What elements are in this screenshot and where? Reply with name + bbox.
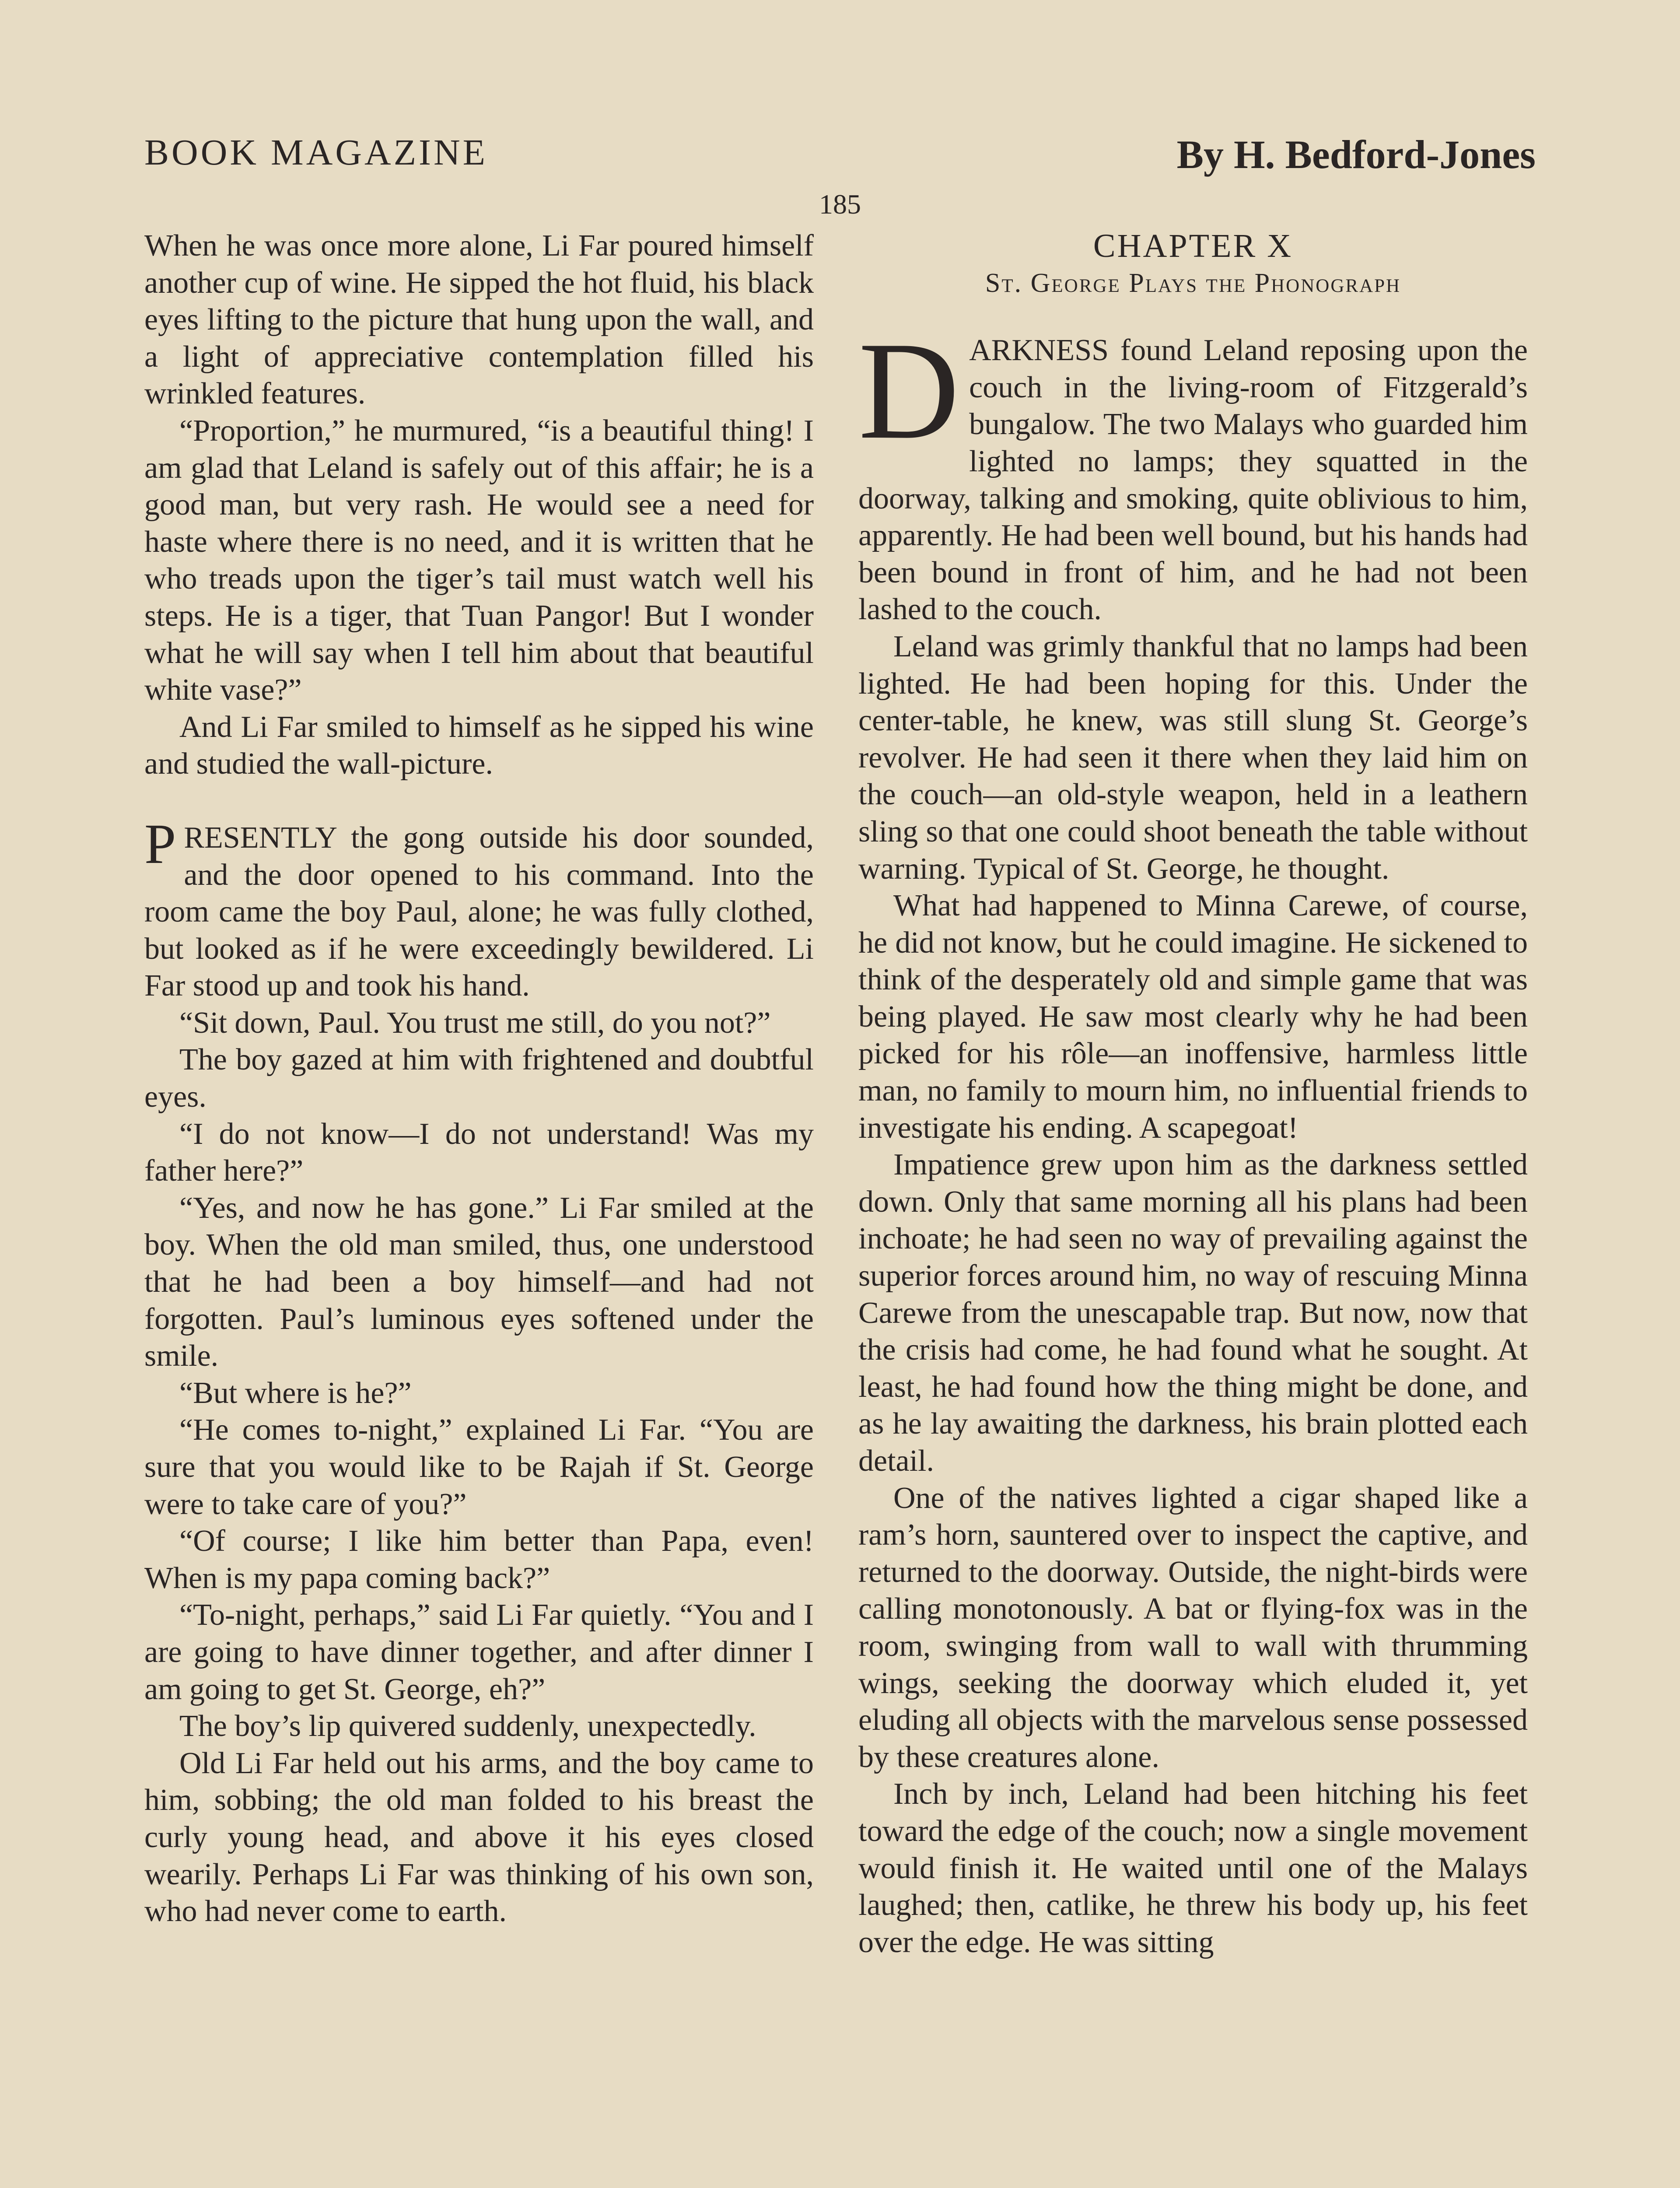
magazine-title: BOOK MAGAZINE [144, 132, 488, 173]
drop-cap-paragraph [144, 812, 814, 1005]
paragraph: And Li Far smiled to himself as he sipped his wine and studied the wall-picture. [144, 710, 814, 781]
drop-cap-paragraph [858, 313, 1528, 628]
right-column [858, 228, 1528, 1961]
drop-cap-initial: P [144, 812, 176, 876]
chapter-title: St. George Plays the Phonograph [985, 268, 1401, 298]
paragraph: What had happened to Minna Carewe, of course, he did not know, but he could imagine. He sickened to think of the desperately old and simple game that was being played. He saw most clearly why he had been picked for his rôle—an inoffensive, harmless little man, no family to mourn him, no influential friends to investigate his ending. A scapegoat! [858, 889, 1528, 1145]
paragraph: When he was once more alone, Li Far poured himself another cup of wine. He sipped the hot fluid, his black eyes lifting to the picture that hung upon the wall, and a light of appreciative contemplation filled his wrinkled features. [144, 229, 814, 411]
left-column [144, 228, 814, 1930]
paragraph-text: ARKNESS found Leland reposing upon the couch in the living-room of Fitzgerald’s bungalow. The two Malays who guarded him lighted no lamps; they squatted in the doorway, talking and smoking, quite oblivious to him, apparently. He had been well bound, but his hands had been bound in front of him, and he had not been lashed to the couch. [858, 333, 1528, 627]
paragraph: The boy’s lip quivered suddenly, unexpectedly. [179, 1709, 756, 1743]
paragraph: Inch by inch, Leland had been hitching his feet toward the edge of the couch; now a single movement would finish it. He waited until one of the Malays laughed; then, catlike, he threw his body up, his feet over the edge. He was sitting [858, 1777, 1528, 1959]
author-byline: By H. Bedford-Jones [1176, 132, 1536, 177]
paragraph: “He comes to-night,” explained Li Far. “You are sure that you would like to be Rajah if St. George were to take care of you?” [144, 1413, 814, 1521]
paragraph: Impatience grew upon him as the darkness settled down. Only that same morning all his plans had been inchoate; he had seen no way of prevailing against the superior forces around him, no way of rescuing Minna Carewe from the unescapable trap. But now, now that the crisis had come, he had found what he sought. At least, he had found how the thing might be done, and as he lay awaiting the darkness, his brain plotted each detail. [858, 1148, 1528, 1478]
paragraph: “Yes, and now he has gone.” Li Far smiled at the boy. When the old man smiled, thus, one understood that he had been a boy himself—and had not forgotten. Paul’s luminous eyes softened under the smile. [144, 1191, 814, 1373]
drop-cap-initial: D [858, 313, 960, 469]
paragraph: “But where is he?” [179, 1376, 412, 1410]
paragraph: “Sit down, Paul. You trust me still, do you not?” [179, 1006, 771, 1040]
paragraph-text: RESENTLY the gong outside his door sounded, and the door opened to his command. Into the room came the boy Paul, alone; he was fully clothed, but looked as if he were exceedingly bewildered. Li Far stood up and took his hand. [144, 820, 814, 1003]
paragraph: “To-night, perhaps,” said Li Far quietly. “You and I are going to have dinner together, and after dinner I am going to get St. George, eh?” [144, 1598, 814, 1706]
chapter-heading: CHAPTER X [1093, 228, 1293, 264]
paragraph: Leland was grimly thankful that no lamps had been lighted. He had been hoping for this. Under the center-table, he knew, was still slung St. George’s revolver. He had seen it there when they laid him on the couch—an old-style weapon, held in a leathern sling so that one could shoot beneath the table without warning. Typical of St. George, he thought. [858, 629, 1528, 886]
paragraph: “Of course; I like him better than Papa, even! When is my papa coming back?” [144, 1524, 814, 1595]
paragraph: Old Li Far held out his arms, and the boy came to him, sobbing; the old man folded to his breast the curly young head, and above it his eyes closed wearily. Perhaps Li Far was thinking of his own son, who had never come to earth. [144, 1746, 814, 1929]
paragraph: One of the natives lighted a cigar shaped like a ram’s horn, sauntered over to inspect the captive, and returned to the doorway. Outside, the night-birds were calling monotonously. A bat or flying-fox was in the room, swinging from wall to wall with thrumming wings, seeking the doorway which eluded it, yet eluding all objects with the marvelous sense possessed by these creatures alone. [858, 1481, 1528, 1774]
paragraph: “Proportion,” he murmured, “is a beautiful thing! I am glad that Leland is safely out of this affair; he is a good man, but very rash. He would see a need for haste where there is no need, and it is written that he who treads upon the tiger’s tail must watch well his steps. He is a tiger, that Tuan Pangor! But I wonder what he will say when I tell him about that beautiful white vase?” [144, 414, 814, 707]
paragraph: The boy gazed at him with frightened and doubtful eyes. [144, 1043, 814, 1114]
paragraph: “I do not know—I do not understand! Was my father here?” [144, 1117, 814, 1188]
section-break [144, 783, 814, 820]
page-number: 185 [819, 189, 861, 220]
